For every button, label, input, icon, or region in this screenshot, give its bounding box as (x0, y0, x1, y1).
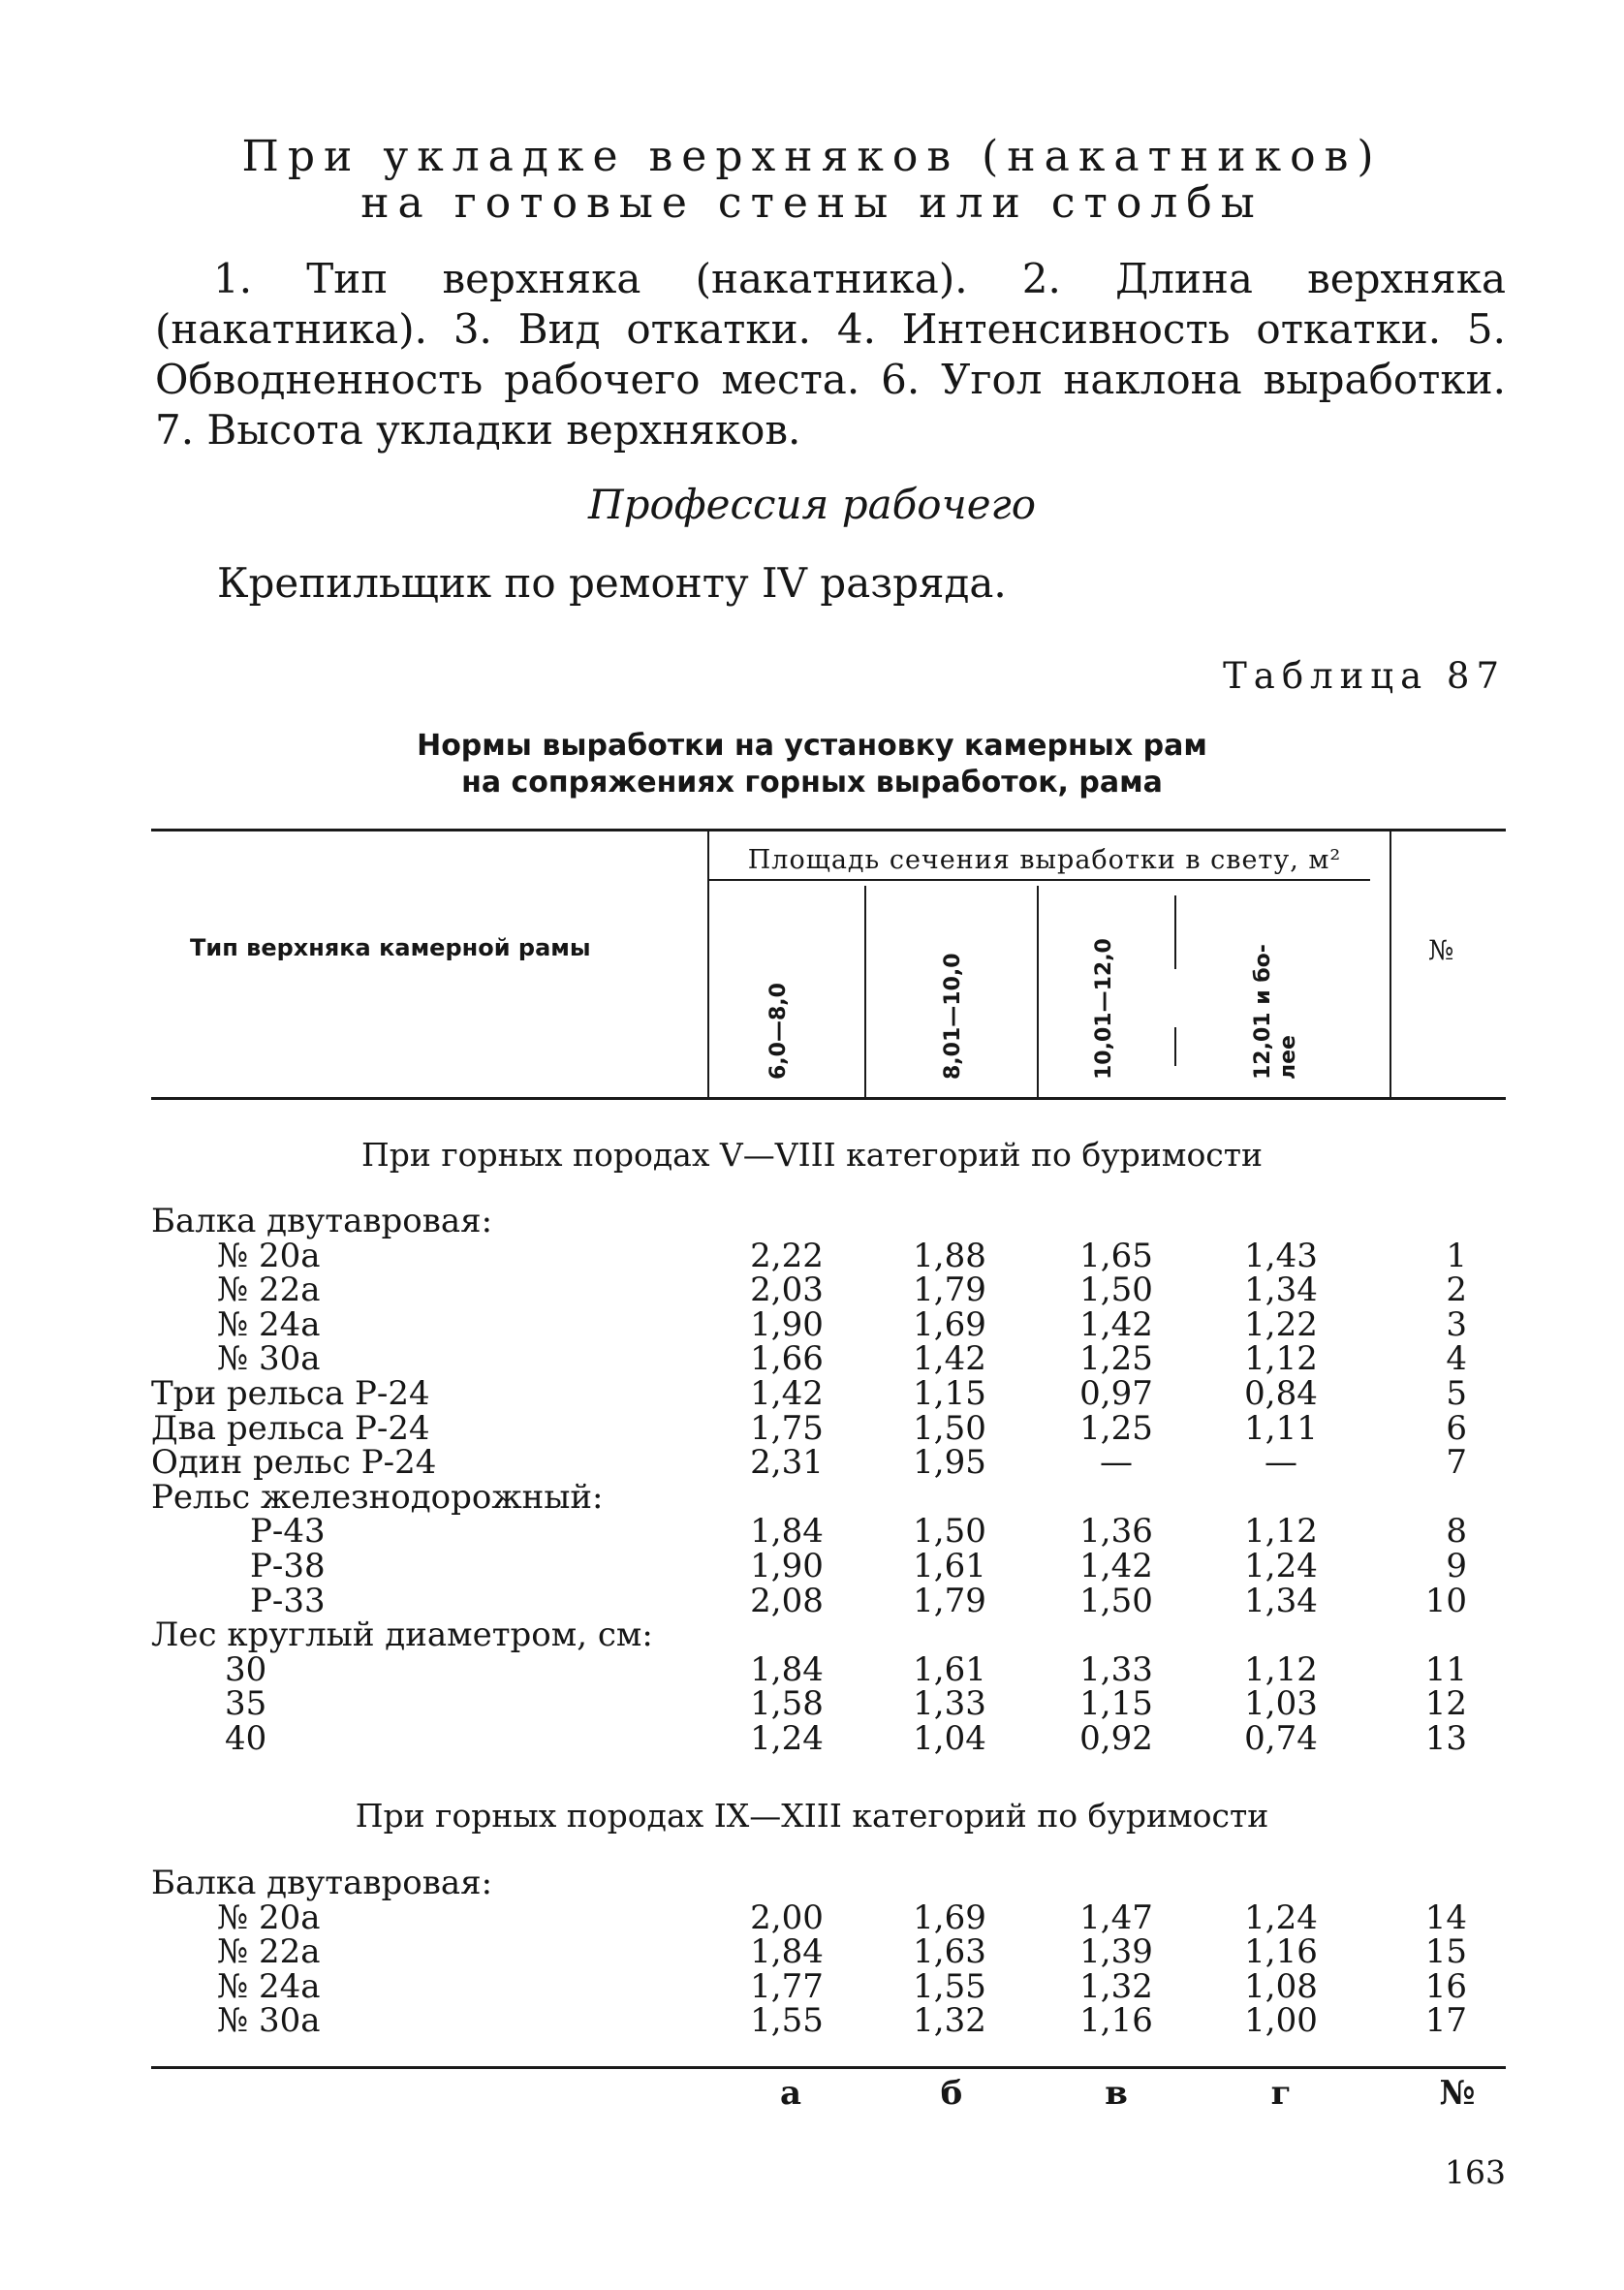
range-header-3: 10,01—12,0 (1092, 938, 1116, 1080)
rate-cell: 2,03 (750, 1270, 824, 1310)
row-number: 6 (1446, 1408, 1467, 1448)
table-label: Таблица 87 (1223, 655, 1506, 697)
range-header-4-line-2: лее (1276, 1035, 1300, 1080)
footer-letter-g: г (1270, 2074, 1292, 2113)
rate-cell: 1,42 (1079, 1304, 1153, 1344)
rate-cell: 0,97 (1079, 1374, 1153, 1413)
range-header-1: 6,0—8,0 (766, 983, 791, 1080)
row-number: 4 (1446, 1339, 1467, 1379)
row-label: № 24а (217, 1304, 321, 1344)
rate-cell: 1,39 (1079, 1932, 1153, 1972)
rate-cell: 1,04 (913, 1719, 986, 1758)
row-label: № 22а (217, 1270, 321, 1310)
rate-cell: 1,84 (750, 1649, 824, 1689)
rate-cell: 1,00 (1244, 2001, 1318, 2041)
row-number: 16 (1424, 1966, 1467, 2006)
footer-letter-a: а (779, 2074, 802, 2113)
section-1-title: При горных породах V—VIII категорий по буримости (360, 1136, 1264, 1174)
row-label: 40 (225, 1719, 267, 1758)
rate-cell: 1,34 (1244, 1581, 1318, 1620)
row-label: Р-38 (250, 1547, 326, 1585)
row-number: 17 (1424, 2001, 1467, 2041)
rate-cell: 1,65 (1079, 1236, 1153, 1275)
area-column-header: Площадь сечения выработки в свету, м² (747, 845, 1342, 875)
rate-cell: 1,79 (913, 1270, 986, 1310)
row-number: 1 (1446, 1236, 1467, 1275)
row-number: 9 (1446, 1547, 1467, 1585)
rate-cell: 1,50 (913, 1512, 986, 1552)
rate-cell: 1,24 (1244, 1547, 1318, 1585)
row-label: Два рельса Р-24 (151, 1408, 430, 1448)
row-group-label: Балка двутавровая: (151, 1202, 493, 1240)
rate-cell: 1,11 (1244, 1408, 1318, 1448)
rate-cell: 1,88 (913, 1236, 986, 1275)
area-subhead-rule (709, 879, 1370, 881)
row-label: № 20а (217, 1236, 321, 1275)
rate-cell: 1,63 (913, 1932, 986, 1972)
rate-cell: 1,25 (1079, 1339, 1153, 1379)
rate-cell: 1,47 (1079, 1898, 1153, 1937)
rate-cell: — (1100, 1443, 1133, 1483)
footer-letter-v: в (1105, 2074, 1128, 2113)
row-group-label: Балка двутавровая: (151, 1864, 493, 1902)
row-number: 7 (1446, 1443, 1467, 1483)
rate-cell: 1,84 (750, 1512, 824, 1552)
rate-cell: 1,24 (1244, 1898, 1318, 1937)
rate-cell: 1,69 (913, 1898, 986, 1937)
factors-paragraph (155, 254, 1506, 455)
rate-cell: 1,50 (1079, 1270, 1153, 1310)
rate-cell: 1,42 (750, 1374, 824, 1413)
rate-cell: 0,92 (1079, 1719, 1153, 1758)
rate-cell: 1,66 (750, 1339, 824, 1379)
range-divider-3b (1174, 1027, 1176, 1066)
row-label: № 30а (217, 2001, 321, 2041)
rate-cell: 1,16 (1079, 2001, 1153, 2041)
rate-cell: 1,55 (750, 2001, 824, 2041)
range-header-4-line-1: 12,01 и бо- (1251, 944, 1275, 1080)
row-label: Р-43 (250, 1512, 326, 1552)
row-number: 14 (1424, 1898, 1467, 1937)
rate-cell: 1,42 (913, 1339, 986, 1379)
rate-cell: 1,75 (750, 1408, 824, 1448)
rate-cell: 1,12 (1244, 1512, 1318, 1552)
section-heading-line-1: При укладке верхняков (накатников) (241, 132, 1383, 181)
range-header-2: 8,01—10,0 (941, 953, 965, 1080)
row-number: 10 (1424, 1581, 1467, 1620)
type-column-header: Тип верхняка камерной рамы (190, 934, 591, 961)
rate-cell: 1,77 (750, 1966, 824, 2006)
rate-cell: 0,74 (1244, 1719, 1318, 1758)
section-heading-line-2: на готовые стены или столбы (360, 178, 1264, 228)
row-number: 13 (1424, 1719, 1467, 1758)
table-top-rule (151, 829, 1506, 831)
rate-cell: 1,58 (750, 1684, 824, 1724)
table-bottom-rule (151, 2066, 1506, 2069)
rate-cell: 2,31 (750, 1443, 824, 1483)
rate-cell: 1,61 (913, 1649, 986, 1689)
rate-cell: 1,16 (1244, 1932, 1318, 1972)
rate-cell: 1,50 (913, 1408, 986, 1448)
footer-no: № (1439, 2074, 1476, 2113)
footer-letter-b: б (940, 2074, 963, 2113)
row-label: 35 (225, 1684, 267, 1724)
row-label: Три рельса Р-24 (151, 1374, 430, 1413)
table-title-line-2: на сопряжениях горных выработок, рама (461, 766, 1163, 800)
factors-text: 1. Тип верхняка (накатника). 2. Длина верхняка (накатника). 3. Вид откатки. 4. Интенсивность откатки. 5. Обводненность рабочего места. 6. Угол наклона выработки. 7. Высота укладки верхняков. (155, 255, 1506, 454)
row-label: № 30а (217, 1339, 321, 1379)
rate-cell: — (1265, 1443, 1297, 1483)
rate-cell: 1,15 (1079, 1684, 1153, 1724)
row-number: 8 (1446, 1512, 1467, 1552)
rate-cell: 2,08 (750, 1581, 824, 1620)
rate-cell: 1,03 (1244, 1684, 1318, 1724)
rate-cell: 1,90 (750, 1304, 824, 1344)
range-divider-2 (1037, 886, 1039, 1097)
row-number: 2 (1446, 1270, 1467, 1310)
row-group-label: Рельс железнодорожный: (151, 1477, 604, 1517)
rate-cell: 1,43 (1244, 1236, 1318, 1275)
row-label: № 24а (217, 1966, 321, 2006)
rate-cell: 1,33 (1079, 1649, 1153, 1689)
section-2-title: При горных породах IX—XIII категорий по буримости (355, 1797, 1269, 1835)
row-number: 12 (1424, 1684, 1467, 1724)
rate-cell: 1,69 (913, 1304, 986, 1344)
row-number: 5 (1446, 1374, 1467, 1413)
range-divider-1 (864, 886, 866, 1097)
rate-cell: 1,32 (1079, 1966, 1153, 2006)
rate-cell: 1,36 (1079, 1512, 1153, 1552)
row-number: 3 (1446, 1304, 1467, 1344)
rate-cell: 1,50 (1079, 1581, 1153, 1620)
rate-cell: 1,12 (1244, 1649, 1318, 1689)
row-label: Р-33 (250, 1581, 326, 1620)
row-label: 30 (225, 1649, 267, 1689)
rate-cell: 1,25 (1079, 1408, 1153, 1448)
no-column-header: № (1428, 934, 1454, 966)
rate-cell: 2,00 (750, 1898, 824, 1937)
header-bottom-rule (151, 1097, 1506, 1100)
rate-cell: 1,61 (913, 1547, 986, 1585)
rate-cell: 2,22 (750, 1236, 824, 1275)
rate-cell: 1,42 (1079, 1547, 1153, 1585)
rate-cell: 0,84 (1244, 1374, 1318, 1413)
rate-cell: 1,95 (913, 1443, 986, 1483)
row-number: 15 (1424, 1932, 1467, 1972)
rate-cell: 1,22 (1244, 1304, 1318, 1344)
rate-cell: 1,90 (750, 1547, 824, 1585)
table-title-line-1: Нормы выработки на установку камерных рам (417, 729, 1207, 763)
row-label: Один рельс Р-24 (151, 1443, 437, 1483)
row-label: № 20а (217, 1898, 321, 1937)
rate-cell: 1,84 (750, 1932, 824, 1972)
rate-cell: 1,33 (913, 1684, 986, 1724)
rate-cell: 1,32 (913, 2001, 986, 2041)
profession-title: Профессия рабочего (587, 481, 1037, 528)
row-label: № 22а (217, 1932, 321, 1972)
rate-cell: 1,34 (1244, 1270, 1318, 1310)
range-divider-3a (1174, 895, 1176, 969)
row-group-label: Лес круглый диаметром, см: (151, 1616, 653, 1655)
rate-cell: 1,55 (913, 1966, 986, 2006)
profession-text: Крепильщик по ремонту IV разряда. (217, 559, 1007, 607)
rate-cell: 1,24 (750, 1719, 824, 1758)
rate-cell: 1,12 (1244, 1339, 1318, 1379)
rate-cell: 1,79 (913, 1581, 986, 1620)
rate-cell: 1,15 (913, 1374, 986, 1413)
header-divider-right (1390, 831, 1391, 1097)
rate-cell: 1,08 (1244, 1966, 1318, 2006)
page-number: 163 (1445, 2153, 1506, 2191)
row-number: 11 (1424, 1649, 1467, 1689)
